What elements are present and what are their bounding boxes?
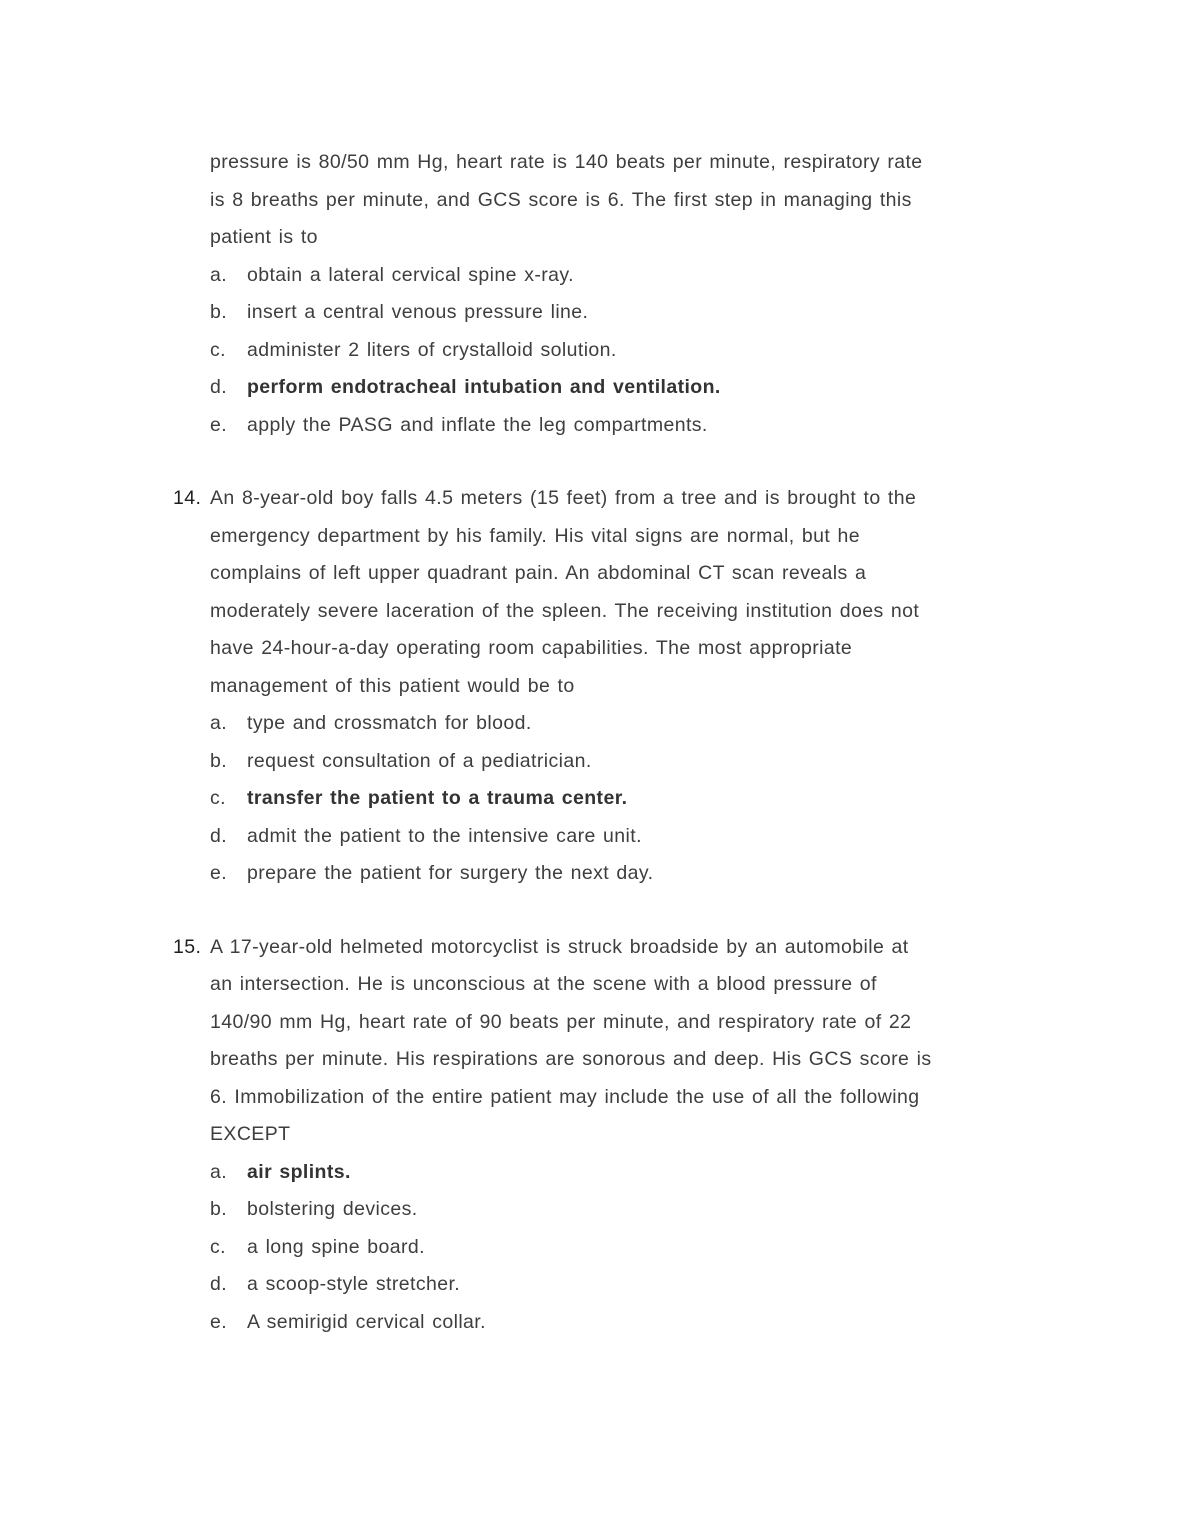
option-text: transfer the patient to a trauma center. [247,787,628,809]
option-text: admit the patient to the intensive care unit. [247,824,642,847]
answer-options [210,257,1090,445]
question-number: 14. [173,487,202,509]
option-letter: b. [210,1198,228,1220]
option-text: request consultation of a pediatrician. [247,749,592,772]
option-letter: e. [210,413,228,436]
option-letter: d. [210,824,228,847]
option-letter: c. [210,338,226,361]
option-text: a long spine board. [247,1235,425,1258]
option-text: air splints. [247,1160,351,1183]
option-letter: c. [210,787,226,809]
question-stem [210,144,1090,257]
stem-line: EXCEPT [210,1123,291,1145]
option-letter: b. [210,749,228,772]
option-text: type and crossmatch for blood. [247,712,532,734]
option-letter: d. [210,1273,228,1295]
answer-option [210,1266,1090,1304]
answer-options [210,1154,1090,1342]
question-stem [210,929,1090,1154]
option-letter: a. [210,1160,228,1183]
option-text: perform endotracheal intubation and ventilation. [247,376,721,398]
answer-options [210,705,1090,893]
option-text: administer 2 liters of crystalloid solution. [247,338,617,361]
answer-option [210,294,1090,332]
answer-option [210,1304,1090,1342]
answer-option [210,743,1090,781]
option-text: obtain a lateral cervical spine x-ray. [247,263,574,286]
stem-line: An 8-year-old boy falls 4.5 meters (15 feet) from a tree and is brought to the [210,487,917,509]
stem-line: have 24-hour-a-day operating room capabilities. The most appropriate [210,637,853,659]
stem-line: 6. Immobilization of the entire patient may include the use of all the following [210,1085,920,1108]
question-block [210,144,1090,444]
stem-line: an intersection. He is unconscious at the scene with a blood pressure of [210,973,877,995]
option-letter: a. [210,712,228,734]
answer-option [210,1154,1090,1192]
option-text: a scoop-style stretcher. [247,1273,461,1295]
option-text: apply the PASG and inflate the leg compartments. [247,413,708,436]
question-number: 15. [173,935,202,958]
stem-line: pressure is 80/50 mm Hg, heart rate is 140 beats per minute, respiratory rate [210,151,923,173]
stem-line: patient is to [210,226,318,248]
answer-option [210,407,1090,445]
stem-line: management of this patient would be to [210,674,575,697]
option-text: insert a central venous pressure line. [247,301,589,323]
stem-line: is 8 breaths per minute, and GCS score is 6. The first step in managing this [210,188,912,211]
option-text: bolstering devices. [247,1198,418,1220]
answer-option [210,1191,1090,1229]
stem-line: emergency department by his family. His vital signs are normal, but he [210,524,860,547]
answer-option [210,705,1090,743]
answer-option [210,780,1090,818]
stem-line: complains of left upper quadrant pain. An abdominal CT scan reveals a [210,562,867,584]
option-text: prepare the patient for surgery the next day. [247,862,654,884]
stem-line: breaths per minute. His respirations are sonorous and deep. His GCS score is [210,1048,932,1070]
answer-option [210,855,1090,893]
option-letter: e. [210,1310,228,1333]
option-letter: a. [210,263,228,286]
option-letter: d. [210,376,228,398]
answer-option [210,818,1090,856]
option-letter: e. [210,862,228,884]
answer-option [210,1229,1090,1267]
answer-option [210,369,1090,407]
option-letter: b. [210,301,228,323]
answer-option [210,332,1090,370]
question-block [173,929,1090,1342]
answer-option [210,257,1090,295]
option-text: A semirigid cervical collar. [247,1310,486,1333]
question-stem [210,480,1090,705]
stem-line: moderately severe laceration of the spleen. The receiving institution does not [210,599,920,622]
option-letter: c. [210,1235,226,1258]
question-block [173,480,1090,893]
stem-line: A 17-year-old helmeted motorcyclist is struck broadside by an automobile at [210,935,909,958]
stem-line: 140/90 mm Hg, heart rate of 90 beats per minute, and respiratory rate of 22 [210,1010,912,1033]
